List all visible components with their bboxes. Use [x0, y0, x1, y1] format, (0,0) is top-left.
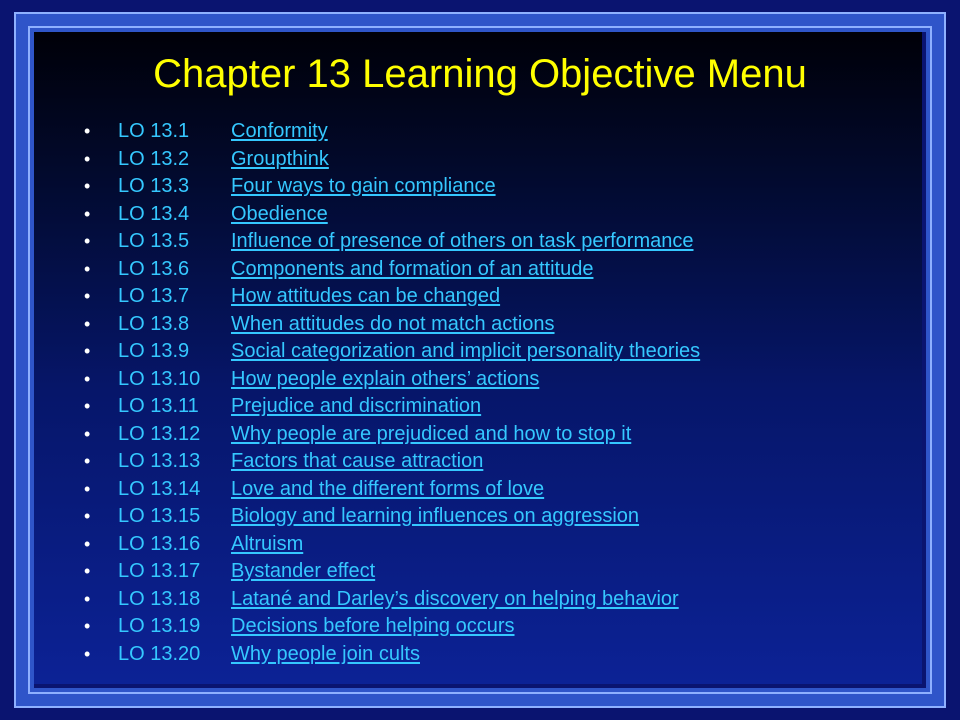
lo-link-13-8[interactable] [118, 313, 555, 335]
list-item [84, 311, 700, 339]
list-item [84, 641, 700, 669]
bullet-icon: • [84, 643, 91, 664]
lo-label: How people explain others’ actions [231, 367, 540, 390]
bullet-icon: • [84, 258, 91, 279]
bullet-icon: • [84, 341, 91, 361]
list-item [84, 228, 700, 256]
list-item [84, 503, 700, 531]
bullet-icon: • [84, 561, 91, 581]
list-item [84, 146, 700, 174]
list-item [84, 448, 700, 476]
bullet-icon: • [84, 368, 91, 389]
list-item [84, 531, 700, 559]
lo-code: LO 13.9 [118, 340, 190, 362]
lo-code: LO 13.20 [118, 642, 201, 665]
slide-content-area [34, 32, 926, 688]
list-item [84, 476, 700, 504]
bullet-icon: • [84, 533, 91, 554]
list-item [84, 338, 700, 366]
list-item [84, 201, 700, 229]
list-item [84, 283, 700, 311]
lo-code: LO 13.16 [118, 532, 201, 555]
lo-link-13-7[interactable] [118, 285, 500, 307]
lo-link-13-6[interactable] [118, 258, 593, 280]
bullet-icon: • [84, 451, 91, 471]
lo-link-13-5[interactable] [118, 230, 694, 252]
lo-label: Conformity [231, 120, 328, 142]
lo-label: Why people are prejudiced and how to stop it [231, 422, 632, 445]
lo-label: Factors that cause attraction [231, 450, 484, 472]
list-item [84, 173, 700, 201]
lo-link-13-18[interactable] [118, 588, 679, 610]
list-item [84, 613, 700, 641]
lo-label: Social categorization and implicit personality theories [231, 340, 701, 362]
lo-label: Bystander effect [231, 560, 376, 582]
list-item [84, 586, 700, 614]
list-item [84, 421, 700, 449]
lo-link-13-4[interactable] [118, 203, 328, 225]
lo-link-13-13[interactable] [118, 450, 483, 472]
lo-link-13-15[interactable] [118, 505, 639, 527]
lo-code: LO 13.3 [118, 175, 190, 197]
list-item [84, 393, 700, 421]
lo-code: LO 13.2 [118, 147, 190, 170]
list-item [84, 256, 700, 284]
lo-code: LO 13.8 [118, 312, 190, 335]
learning-objective-list [84, 118, 700, 668]
slide-title: Chapter 13 Learning Objective Menu [153, 52, 807, 96]
lo-link-13-17[interactable] [118, 560, 375, 582]
lo-code: LO 13.5 [118, 230, 190, 252]
lo-link-13-9[interactable] [118, 340, 700, 362]
bullet-icon: • [84, 506, 91, 526]
lo-label: Obedience [231, 202, 328, 225]
lo-label: Why people join cults [231, 642, 420, 665]
bullet-icon: • [84, 231, 91, 251]
list-item [84, 118, 700, 146]
lo-code: LO 13.10 [118, 367, 201, 390]
lo-label: Components and formation of an attitude [231, 257, 594, 280]
lo-link-13-2[interactable] [118, 148, 329, 170]
bullet-icon: • [84, 423, 91, 444]
lo-label: Four ways to gain compliance [231, 175, 496, 197]
lo-code: LO 13.4 [118, 202, 190, 225]
bullet-icon: • [84, 478, 91, 499]
lo-link-13-19[interactable] [118, 615, 515, 637]
lo-link-13-20[interactable] [118, 643, 420, 665]
lo-code: LO 13.15 [118, 505, 201, 527]
lo-code: LO 13.7 [118, 285, 190, 307]
lo-code: LO 13.19 [118, 615, 201, 637]
lo-code: LO 13.12 [118, 422, 201, 445]
lo-label: Latané and Darley’s discovery on helping behavior [231, 587, 679, 610]
lo-code: LO 13.6 [118, 257, 190, 280]
bullet-icon: • [84, 396, 91, 416]
bullet-icon: • [84, 148, 91, 169]
lo-link-13-14[interactable] [118, 478, 544, 500]
bullet-icon: • [84, 176, 91, 196]
lo-label: How attitudes can be changed [231, 285, 501, 307]
lo-code: LO 13.17 [118, 560, 201, 582]
bullet-icon: • [84, 616, 91, 636]
lo-label: Influence of presence of others on task performance [231, 230, 694, 252]
lo-link-13-12[interactable] [118, 423, 631, 445]
lo-label: Biology and learning influences on aggression [231, 505, 640, 527]
bullet-icon: • [84, 203, 91, 224]
bullet-icon: • [84, 313, 91, 334]
lo-label: Groupthink [231, 147, 329, 170]
lo-link-13-10[interactable] [118, 368, 539, 390]
bullet-icon: • [84, 588, 91, 609]
lo-code: LO 13.14 [118, 477, 201, 500]
lo-label: Prejudice and discrimination [231, 395, 482, 417]
lo-code: LO 13.13 [118, 450, 201, 472]
lo-code: LO 13.11 [118, 395, 199, 417]
lo-label: Decisions before helping occurs [231, 615, 515, 637]
list-item [84, 558, 700, 586]
lo-link-13-11[interactable] [118, 395, 481, 417]
lo-label: Love and the different forms of love [231, 477, 545, 500]
lo-code: LO 13.18 [118, 587, 201, 610]
lo-code: LO 13.1 [118, 120, 190, 142]
lo-label: When attitudes do not match actions [231, 312, 555, 335]
lo-link-13-3[interactable] [118, 175, 496, 197]
bullet-icon: • [84, 286, 91, 306]
lo-link-13-16[interactable] [118, 533, 303, 555]
list-item [84, 366, 700, 394]
lo-link-13-1[interactable] [118, 120, 328, 142]
bullet-icon: • [84, 121, 91, 141]
lo-label: Altruism [231, 532, 304, 555]
